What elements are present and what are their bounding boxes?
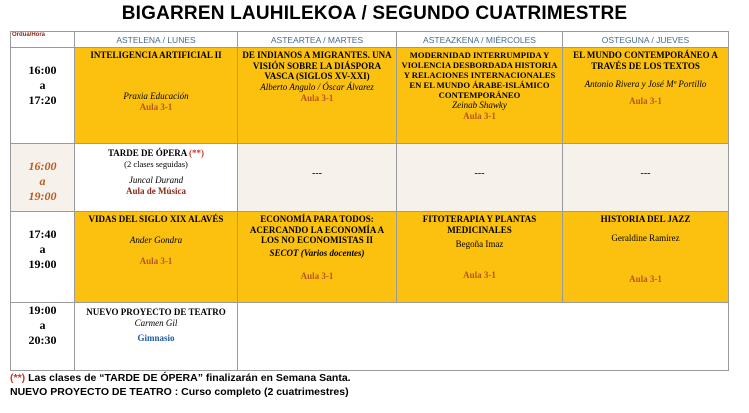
class-room: Aula 3-1 [300, 270, 334, 281]
time-sep: a [39, 174, 46, 188]
class-title [75, 144, 237, 159]
class-cell [563, 48, 729, 144]
class-room: Aula 3-1 [629, 96, 662, 106]
class-subtitle: (2 clases seguidas) [124, 158, 188, 169]
class-cell [75, 212, 238, 303]
time-start: 16:00 [28, 63, 57, 77]
class-room: Aula 3-1 [139, 101, 173, 112]
class-room: Aula 3-1 [139, 255, 173, 266]
time-end: 19:00 [28, 189, 57, 203]
class-title: INTELIGENCIA ARTIFICIAL II [90, 50, 222, 60]
footnote-theatre: NUEVO PROYECTO DE TEATRO : Curso completo (2 cuatrimestres) [10, 386, 349, 398]
time-end: 19:00 [28, 257, 57, 271]
class-teacher: SECOT (Varios docentes) [269, 247, 365, 258]
class-cell [75, 48, 238, 144]
class-cell [238, 212, 397, 303]
class-teacher: Ander Gondra [129, 234, 183, 245]
time-sep: a [39, 318, 46, 332]
time-cell [11, 212, 75, 303]
class-room: Aula 3-1 [629, 273, 662, 284]
class-teacher: Geraldine Ramírez [611, 232, 680, 243]
class-teacher: Praxia Educación [123, 90, 189, 101]
time-cell [11, 303, 75, 371]
time-cell [11, 48, 75, 144]
time-sep: a [39, 78, 46, 92]
time-cell [11, 144, 75, 212]
footnote-opera [10, 371, 740, 385]
table-row [11, 144, 729, 212]
header-day-thursday: OSTEGUNA / JUEVES [563, 32, 729, 48]
time-end: 20:30 [28, 333, 57, 347]
table-row [11, 303, 729, 371]
class-cell [563, 212, 729, 303]
class-title: FITOTERAPIA Y PLANTAS MEDICINALES [422, 214, 537, 235]
opera-title: TARDE DE ÓPERA [107, 148, 187, 158]
empty-cell [238, 303, 729, 371]
empty-marker: --- [640, 168, 651, 179]
class-title: HISTORIA DEL JAZZ [600, 214, 691, 224]
opera-mark: (**) [189, 148, 205, 158]
class-room: Aula 3-1 [300, 92, 334, 103]
table-row [11, 48, 729, 144]
class-cell [75, 144, 238, 212]
class-cell [397, 48, 563, 144]
class-title: NUEVO PROYECTO DE TEATRO [86, 307, 226, 317]
time-end: 17:20 [28, 93, 57, 107]
schedule-table [10, 31, 729, 371]
class-title: EL MUNDO CONTEMPORÁNEO A TRAVÉS DE LOS TEXTOS [573, 50, 718, 71]
class-teacher: Begoña Imaz [455, 239, 504, 249]
empty-marker: --- [474, 168, 485, 179]
header-day-tuesday: ASTEARTEA / MARTES [238, 32, 397, 48]
header-corner: Ordua/Hora [11, 32, 75, 48]
class-room: Aula de Música [125, 185, 186, 196]
class-cell [75, 303, 238, 371]
class-teacher: Juncal Durand [128, 174, 184, 185]
header-row [11, 32, 729, 48]
footnotes [10, 371, 740, 399]
header-day-wednesday: ASTEAZKENA / MIÉRCOLES [397, 32, 563, 48]
page-title: BIGARREN LAUHILEKOA / SEGUNDO CUATRIMESTRE [121, 3, 628, 24]
class-cell [397, 212, 563, 303]
empty-cell [238, 144, 397, 212]
class-teacher: Antonio Rivera y José Mª Portillo [584, 79, 707, 89]
class-room: Aula 3-1 [463, 111, 496, 121]
time-start: 17:40 [28, 227, 57, 241]
empty-cell [563, 144, 729, 212]
time-start: 16:00 [28, 159, 57, 173]
class-room: Gimnasio [137, 332, 175, 343]
class-teacher: Carmen Gil [134, 317, 178, 328]
time-sep: a [39, 242, 46, 256]
empty-cell [397, 144, 563, 212]
footnote-mark: (**) [10, 372, 26, 384]
class-teacher: Zeinab Shawky [452, 100, 507, 110]
footnote-text: Las clases de “TARDE DE ÓPERA” finalizarán en Semana Santa. [25, 372, 351, 384]
class-teacher: Alberto Angulo / Óscar Álvarez [260, 81, 374, 92]
header-day-monday: ASTELENA / LUNES [75, 32, 238, 48]
time-start: 19:00 [28, 303, 57, 317]
class-title: VIDAS DEL SIGLO XIX ALAVÉS [88, 214, 224, 224]
class-title: ECONOMÍA PARA TODOS: ACERCANDO LA ECONOMÍA A LOS NO ECONOMISTAS II [249, 214, 385, 245]
empty-marker: --- [312, 168, 322, 179]
class-title: MODERNIDAD INTERRUMPIDA Y VIOLENCIA DESBORDADA HISTORIA Y RELACIONES INTERNACIONALES EN EL MUNDO ÁRABE-ISLÁMICO CONTEMPORÁNEO [401, 50, 558, 100]
class-title: DE INDIANOS A MIGRANTES. UNA VISIÓN SOBRE LA DIÁSPORA VASCA (SIGLOS XV-XXI) [242, 50, 392, 81]
table-row [11, 212, 729, 303]
class-room: Aula 3-1 [463, 270, 496, 280]
class-cell [238, 48, 397, 144]
